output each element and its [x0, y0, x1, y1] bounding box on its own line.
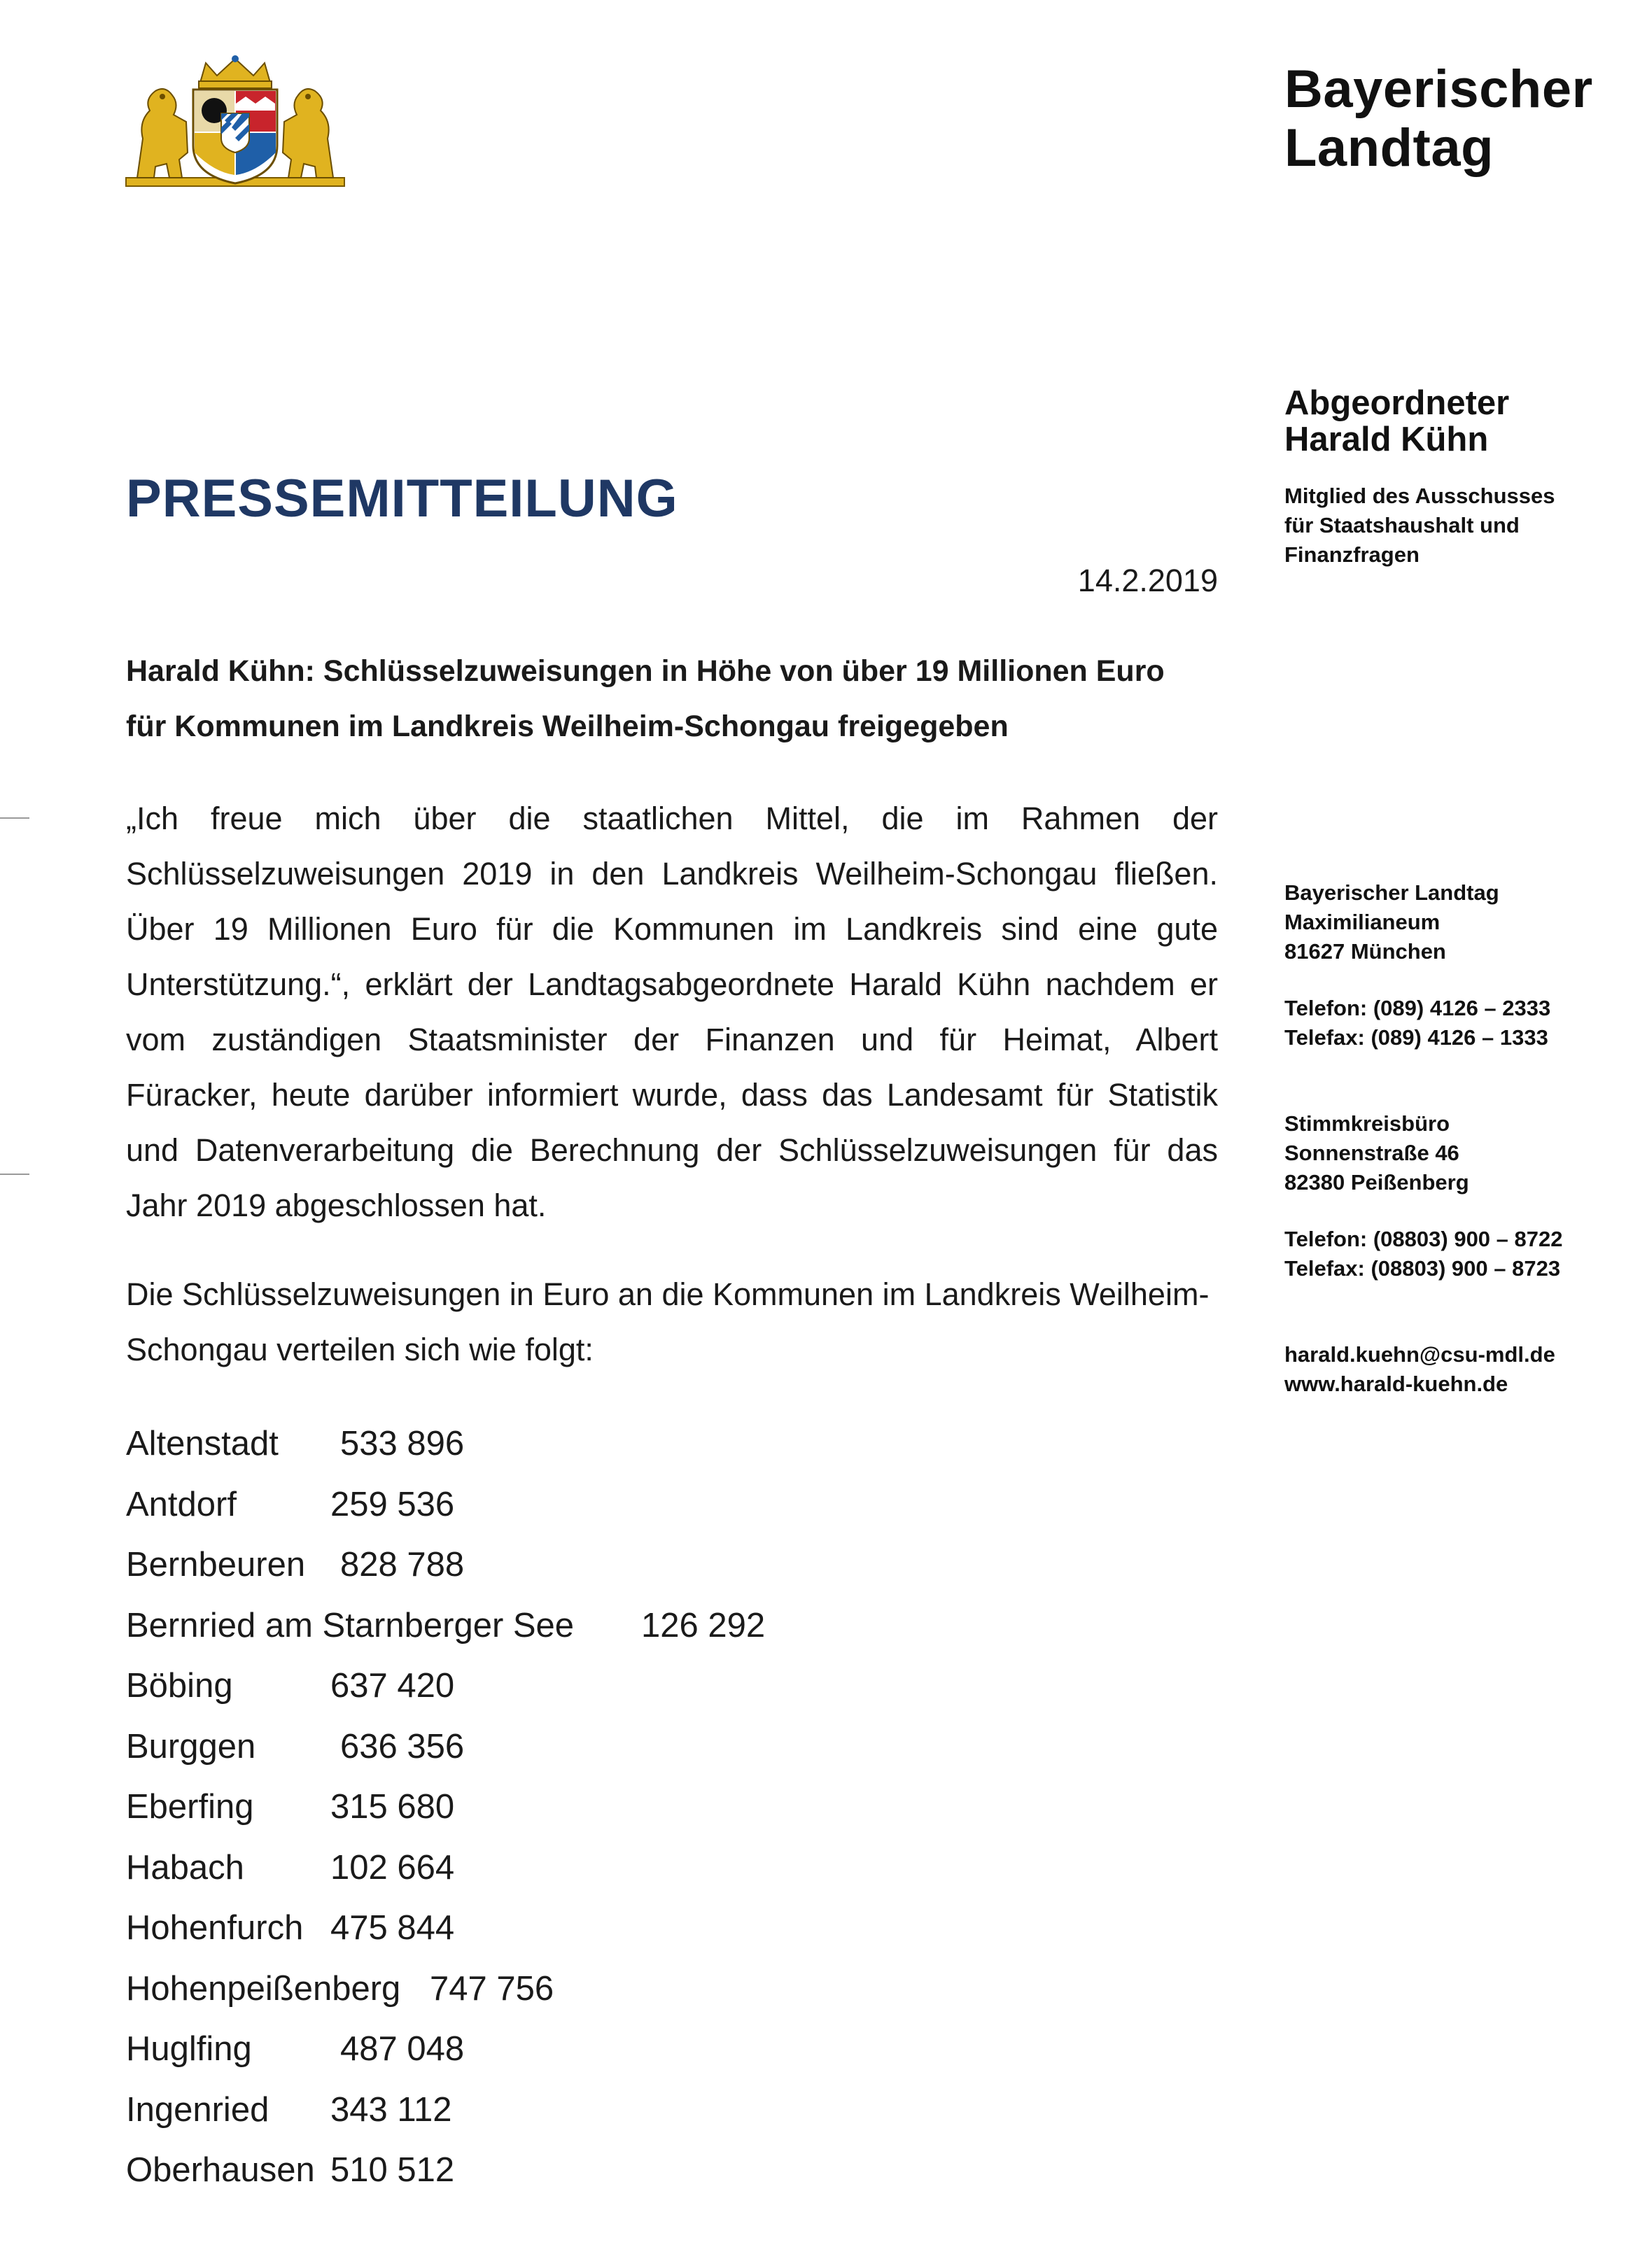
municipality-name: Habach [126, 1848, 244, 1887]
allocation-row [126, 1474, 574, 1535]
municipality-name: Burggen [126, 1727, 256, 1766]
constituency-office-address: Stimmkreisbüro Sonnenstraße 46 82380 Peißenberg [1284, 1111, 1469, 1195]
headline: Harald Kühn: Schlüsselzuweisungen in Höhe von über 19 Millionen Euro für Kommunen im Landkreis Weilheim-Schongau freigegeben [126, 654, 1165, 743]
body-paragraph: „Ich freue mich über die staatlichen Mittel, die im Rahmen der Schlüsselzuweisungen 2019 in den Landkreis Weilheim-Schongau fließen. Über 19 Millionen Euro für die Kommunen im Landkreis sind eine gute Unterstützung.“, erklärt der Landtagsabgeordnete Harald Kühn nachdem er vom zuständigen Staatsminister der Finanzen und für Heimat, Albert Füracker, heute darüber informiert wurde, dass das Landesamt für Statistik und Datenverarbeitung die Berechnung der Schlüsselzuweisungen für das Jahr 2019 abgeschlossen hat. [126, 801, 1218, 1223]
municipality-name: Antdorf [126, 1485, 237, 1523]
allocation-amount: 510 512 [330, 2151, 455, 2189]
allocation-row [126, 1535, 574, 1596]
allocation-row [126, 1414, 574, 1474]
allocation-row [126, 1717, 574, 1777]
municipality-name: Hohenpeißenberg [126, 1969, 401, 2008]
allocation-amount: 636 356 [340, 1727, 465, 1766]
municipality-name: Ingenried [126, 2090, 269, 2129]
municipality-name: Hohenfurch [126, 1909, 304, 1947]
municipality-name: Altenstadt [126, 1425, 279, 1463]
allocation-amount: 533 896 [340, 1425, 465, 1463]
municipality-name: Böbing [126, 1667, 233, 1705]
allocation-amount: 259 536 [330, 1485, 455, 1523]
fold-mark [0, 817, 29, 819]
municipality-name: Eberfing [126, 1788, 254, 1826]
member-title: Abgeordneter Harald Kühn [1284, 384, 1510, 458]
allocation-row [126, 1656, 574, 1717]
allocation-row [126, 1777, 574, 1838]
committee-membership: Mitglied des Ausschusses für Staatshaushalt und Finanzfragen [1284, 484, 1555, 567]
municipality-name: Huglfing [126, 2030, 252, 2068]
allocation-list [126, 1414, 766, 2201]
allocation-row [126, 1838, 574, 1899]
allocation-amount: 126 292 [641, 1606, 766, 1644]
constituency-office-phone: Telefon: (08803) 900 – 8722 Telefax: (08803) 900 – 8723 [1284, 1227, 1563, 1281]
allocation-amount: 475 844 [330, 1909, 455, 1947]
allocation-amount: 747 756 [430, 1969, 554, 2008]
landtag-phone: Telefon: (089) 4126 – 2333 Telefax: (089) 4126 – 1333 [1284, 996, 1551, 1050]
allocation-row [126, 2140, 574, 2201]
institution-name: Bayerischer Landtag [1284, 59, 1593, 178]
contact-email-website: harald.kuehn@csu-mdl.de www.harald-kuehn.de [1284, 1342, 1555, 1396]
allocation-row [126, 1959, 574, 2020]
allocation-row [126, 1596, 766, 1656]
bavarian-coat-of-arms-icon [123, 55, 347, 189]
allocation-row [126, 1898, 574, 1959]
allocation-amount: 637 420 [330, 1667, 455, 1705]
list-intro: Die Schlüsselzuweisungen in Euro an die Kommunen im Landkreis Weilheim- Schongau verteilen sich wie folgt: [126, 1276, 1210, 1367]
allocation-amount: 343 112 [330, 2090, 452, 2129]
allocation-row [126, 2019, 574, 2080]
municipality-name: Bernbeuren [126, 1546, 306, 1584]
allocation-amount: 828 788 [340, 1546, 465, 1584]
page-title: PRESSEMITTEILUNG [126, 469, 678, 528]
municipality-name: Bernried am Starnberger See [126, 1606, 575, 1644]
fold-mark [0, 1174, 29, 1175]
allocation-row [126, 2080, 574, 2141]
release-date: 14.2.2019 [1077, 563, 1218, 598]
allocation-amount: 315 680 [330, 1788, 455, 1826]
landtag-address: Bayerischer Landtag Maximilianeum 81627 München [1284, 880, 1499, 964]
allocation-amount: 102 664 [330, 1848, 455, 1887]
municipality-name: Oberhausen [126, 2151, 315, 2189]
allocation-amount: 487 048 [340, 2030, 465, 2068]
